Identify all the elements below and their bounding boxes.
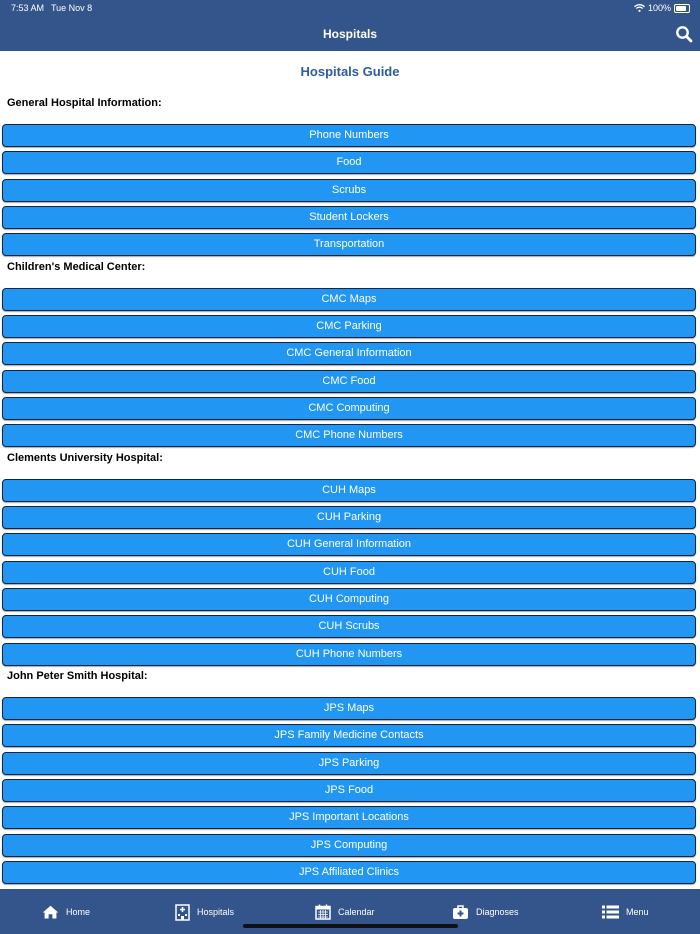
list-item-button[interactable]: CMC Maps xyxy=(2,288,696,311)
tab-home-label: Home xyxy=(66,907,91,917)
home-icon xyxy=(42,905,59,919)
section-header: Clements University Hospital: xyxy=(7,451,163,464)
tab-hospitals[interactable] xyxy=(175,902,234,922)
list-item-button[interactable]: JPS Maps xyxy=(2,697,696,720)
list-item-button[interactable]: CMC Phone Numbers xyxy=(2,424,696,447)
page-title: Hospitals Guide xyxy=(300,64,400,79)
tab-hospitals-label: Hospitals xyxy=(197,907,235,917)
tab-menu[interactable] xyxy=(602,902,649,922)
list-item-button[interactable]: CMC Computing xyxy=(2,397,696,420)
header xyxy=(0,0,700,51)
list-item-button[interactable]: JPS Important Locations xyxy=(2,806,696,829)
battery-icon xyxy=(674,4,690,13)
hospital-list xyxy=(0,51,700,889)
list-icon xyxy=(602,905,619,919)
hospital-icon xyxy=(175,904,190,921)
list-item-button[interactable]: CUH Food xyxy=(2,561,696,584)
list-item-button[interactable]: JPS Food xyxy=(2,779,696,802)
search-icon[interactable] xyxy=(675,25,693,43)
list-item-button[interactable]: Scrubs xyxy=(2,179,696,202)
medical-kit-icon xyxy=(452,905,469,920)
home-indicator[interactable] xyxy=(243,924,458,928)
list-item-button[interactable]: Phone Numbers xyxy=(2,124,696,147)
status-date: Tue Nov 8 xyxy=(51,3,93,13)
status-time: 7:53 AM xyxy=(11,3,45,13)
nav-title: Hospitals xyxy=(322,27,377,41)
tab-bar xyxy=(0,889,700,934)
list-item-button[interactable]: CUH Computing xyxy=(2,588,696,611)
list-item-button[interactable]: CMC General Information xyxy=(2,342,696,365)
tab-calendar-label: Calendar xyxy=(338,907,375,917)
list-item-button[interactable]: JPS Family Medicine Contacts xyxy=(2,724,696,747)
list-item-button[interactable]: Transportation xyxy=(2,233,696,256)
list-item-button[interactable]: CUH General Information xyxy=(2,533,696,556)
list-item-button[interactable]: JPS Affiliated Clinics xyxy=(2,861,696,884)
tab-home[interactable] xyxy=(42,902,90,922)
list-item-button[interactable]: CUH Maps xyxy=(2,479,696,502)
list-item-button[interactable]: JPS Computing xyxy=(2,834,696,857)
battery-percent: 100% xyxy=(647,3,671,13)
tab-calendar[interactable] xyxy=(315,902,375,922)
section-header: Children's Medical Center: xyxy=(7,260,146,273)
status-indicators xyxy=(634,3,690,13)
list-item-button[interactable]: CMC Parking xyxy=(2,315,696,338)
list-item-button[interactable]: Food xyxy=(2,151,696,174)
calendar-icon xyxy=(315,904,331,920)
list-item-button[interactable]: Student Lockers xyxy=(2,206,696,229)
list-item-button[interactable]: CUH Parking xyxy=(2,506,696,529)
list-item-button[interactable]: JPS Parking xyxy=(2,752,696,775)
list-item-button[interactable]: CUH Phone Numbers xyxy=(2,643,696,666)
tab-diagnoses-label: Diagnoses xyxy=(476,907,519,917)
tab-menu-label: Menu xyxy=(626,907,649,917)
list-item-button[interactable]: CMC Food xyxy=(2,370,696,393)
section-header: John Peter Smith Hospital: xyxy=(7,669,148,682)
wifi-icon xyxy=(634,4,645,12)
tab-diagnoses[interactable] xyxy=(452,902,519,922)
section-header: General Hospital Information: xyxy=(7,97,162,109)
list-item-button[interactable]: CUH Scrubs xyxy=(2,615,696,638)
